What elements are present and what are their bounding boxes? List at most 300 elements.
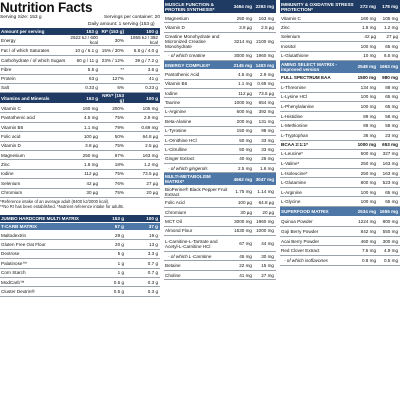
amount-cell: 5.5 g	[87, 67, 98, 73]
footnote: **No RI has been established. *Nutrient reference intake for adults.	[0, 203, 125, 209]
table-row	[164, 198, 276, 207]
nutrient-name: Red Clover Extract	[281, 248, 320, 254]
header-cell: Amount per serving	[1, 28, 45, 34]
nutrient-name: Vitamin C	[281, 15, 301, 21]
table-row	[0, 56, 160, 66]
ri-cell: 127%	[112, 76, 124, 82]
amount-cell: 100 mg	[360, 43, 376, 49]
nutrient-name: - of which L-Carnitine	[168, 253, 212, 259]
amount-cell: 40 mg	[239, 156, 252, 162]
bcaa-header	[280, 141, 400, 150]
superfood-header	[280, 207, 400, 217]
ri-cell: 26 mg	[261, 156, 274, 162]
header-cell: 57 g	[114, 223, 124, 229]
header-cell: 178 mg	[382, 4, 398, 9]
column-matrices	[164, 0, 276, 280]
header-cell: 2263 mg	[255, 4, 274, 9]
per-serving-table	[0, 36, 160, 94]
amount-cell: 20 g	[115, 242, 124, 248]
amount-cell: 250 mg	[360, 170, 376, 176]
amount-cell: 3000 mg	[234, 53, 252, 59]
amount-cell: 100 mg	[360, 94, 376, 100]
vitamins-header	[0, 93, 160, 104]
ri-cell: 1.6 mg	[259, 165, 274, 171]
ri-cell: 1.14 mg	[257, 189, 274, 195]
table-row	[280, 23, 400, 32]
ri-cell: 13 g	[149, 242, 158, 248]
nutrient-name: Corn Starch	[1, 270, 26, 276]
table-row	[0, 259, 160, 268]
table-row	[280, 197, 400, 207]
ri-cell: 44 mg	[261, 241, 274, 247]
nutrient-name: Creatine Monohydrate and Micronized Creatine Monohydrate	[165, 34, 220, 50]
nutrient-name: Magnesium	[1, 152, 25, 158]
table-row	[164, 80, 276, 89]
nutrient-name: Pantothenic acid	[1, 115, 35, 121]
per100-cell: 41 g	[149, 76, 158, 82]
header-cell: 153 g	[112, 215, 124, 221]
superfood-table	[280, 217, 400, 266]
ri-cell: 67%	[114, 152, 124, 158]
amount-cell: 67 mg	[239, 241, 252, 247]
ri-cell: 65 mg	[385, 94, 398, 100]
nutrient-name: Betaine	[165, 263, 181, 269]
ri-cell: 0.69 mg	[257, 81, 274, 87]
header-cell: 37 g	[148, 223, 158, 229]
nutrient-name: Vitamin B6	[1, 124, 24, 130]
table-row	[0, 142, 160, 151]
nutrient-name: Acai Berry Powder	[281, 238, 320, 244]
table-row	[280, 188, 400, 198]
serving-size: Serving Size: 153 g	[0, 15, 42, 20]
ri-cell: 2.9 mg	[259, 71, 274, 77]
column-amino	[280, 0, 400, 266]
header-cell: AMINO SELECT MATRIX - improved version	[281, 61, 338, 72]
nutrient-name: L-Isoleucine*	[281, 170, 308, 176]
amount-cell: 0.5 g	[113, 279, 124, 285]
ri-cell: 3.3 g	[147, 251, 158, 257]
amount-cell: 89 mg	[363, 123, 376, 129]
table-row	[164, 145, 276, 154]
header-cell: 1655 mg	[379, 209, 398, 215]
amount-cell: 112 µg	[238, 90, 252, 96]
nutrient-name: L-Tyrosine	[165, 128, 187, 134]
amino-header	[280, 61, 400, 74]
multi-header	[164, 173, 276, 186]
nutrient-name: L-Leucine*	[281, 151, 303, 157]
footnote: *Reference intake of an average adult (8400 kJ/2000 kcal).	[0, 198, 110, 204]
per100-cell: 73.5 µg	[142, 171, 158, 177]
immunity-header	[280, 0, 400, 14]
ri-cell: 65 mg	[385, 199, 398, 205]
nutrient-name: Protein	[1, 76, 16, 82]
table-row	[164, 164, 276, 173]
header-cell: 272 mg	[360, 4, 376, 9]
nutrient-name: Iodine	[1, 171, 14, 177]
nutrient-name: Goji Berry Powder	[281, 228, 319, 234]
amount-cell: 63 g	[89, 76, 98, 82]
table-row	[0, 278, 160, 287]
nutrient-name: Magnesium	[165, 15, 189, 21]
ri-cell: 4.9 mg	[383, 248, 398, 254]
table-row	[164, 127, 276, 136]
table-row	[0, 36, 160, 46]
table-row	[164, 52, 276, 61]
header-cell: 653 mg	[382, 142, 398, 148]
nutrient-name: L-Glutamine	[281, 180, 307, 186]
nutrient-name: Taurine	[165, 100, 181, 106]
vitamins-table	[0, 104, 160, 198]
table-row	[280, 33, 400, 42]
amount-cell: 1.75 mg	[235, 189, 252, 195]
per100-cell: 0.23 g	[145, 85, 158, 91]
table-row	[164, 252, 276, 261]
ri-cell: 65 mg	[385, 189, 398, 195]
header-cell: IMMUNITY & OXIDATIVE STRESS PROTECTION*	[281, 1, 354, 12]
header-cell: 980 mg	[382, 75, 398, 81]
amount-cell: 45 mg	[239, 253, 252, 259]
nutrient-name: - of which isoflavones	[284, 258, 328, 264]
table-row	[280, 52, 400, 61]
ri-cell: 550 mg	[382, 228, 398, 234]
nutrient-name: L-Arginine	[165, 109, 186, 115]
table-row	[0, 179, 160, 188]
amount-cell: 42 µg	[86, 180, 98, 186]
tcarb-table	[0, 231, 160, 297]
ri-cell: **	[120, 67, 124, 73]
ri-cell: 6.5 mg	[383, 53, 398, 59]
header-cell: 2145 mg	[233, 62, 252, 68]
header-cell: 153 g	[86, 95, 98, 101]
nutrient-name: Zinc	[281, 25, 290, 31]
table-row	[164, 227, 276, 236]
header-cell: 4662 mg	[233, 176, 252, 182]
nutrient-name: L-Tryptophan	[281, 132, 309, 138]
table-row	[164, 14, 276, 23]
header-cell: ENERGY COMPLEX*	[165, 62, 211, 68]
table-row	[0, 123, 160, 132]
ri-cell: 75%	[114, 190, 124, 196]
table-row	[280, 256, 400, 266]
header-cell: 1403 mg	[255, 62, 274, 68]
ri-cell: 800 mg	[382, 218, 398, 224]
header-cell: NRV* (153 g)	[102, 93, 124, 104]
nutrient-name: Folic acid	[1, 133, 21, 139]
header-cell: BCAA 2:1:1*	[281, 142, 308, 148]
nutrient-name: L-Glutathione	[281, 53, 309, 59]
table-row	[164, 117, 276, 126]
nutrient-name: Iodine	[165, 90, 178, 96]
nutrient-name: - of which creatine	[168, 53, 206, 59]
energy-header	[164, 61, 276, 70]
table-row	[164, 98, 276, 107]
ri-cell: 15 mg	[261, 263, 274, 269]
header-cell: MUSCLE FUNCTION & PROTEIN SYNTHESIS*	[165, 1, 215, 12]
amino-sub-header	[280, 74, 400, 83]
table-row	[0, 66, 160, 75]
nutrient-name: ModCarb™	[1, 279, 25, 285]
table-row	[164, 89, 276, 98]
table-row	[0, 269, 160, 278]
table-row	[280, 102, 400, 112]
ri-cell: 1.2 mg	[383, 25, 398, 31]
nutrient-name: BioPerine® Black Pepper Fruit Extract	[165, 186, 228, 197]
table-row	[164, 136, 276, 145]
nutrient-name: L-Phenylalanine	[281, 103, 314, 109]
nutrient-name: L-Carnitine-L-Tartrate and Acetyl-L-Carnitine HCl	[165, 238, 218, 249]
amount-cell: 100 mg	[360, 199, 376, 205]
ri-cell: 19 g	[149, 232, 158, 238]
ri-cell: 75%	[114, 115, 124, 121]
nutrient-name: L-Citrulline	[165, 146, 187, 152]
header-cell: JUMBO HARDCORE MULTI MATRIX	[1, 215, 79, 221]
ri-cell: 23 mg	[385, 132, 398, 138]
amount-cell: 600 mg	[236, 109, 252, 115]
ri-cell: 15% / 30%	[101, 47, 124, 53]
table-row	[164, 236, 276, 252]
nutrient-name: Fat / of which Saturates	[1, 47, 50, 53]
nutrient-name: Salt	[1, 85, 9, 91]
amount-cell: 150 mg	[236, 128, 252, 134]
amount-cell: 250 mg	[82, 152, 98, 158]
multi-table	[164, 186, 276, 280]
table-row	[0, 170, 160, 179]
ri-cell: 1960 mg	[256, 53, 274, 59]
amount-cell: 7.5 mg	[361, 248, 376, 254]
table-row	[280, 83, 400, 93]
ri-cell: 163 mg	[382, 170, 398, 176]
nutrient-name: Selenium	[281, 34, 301, 40]
ri-cell: 23% / 12%	[101, 57, 124, 63]
table-row	[164, 208, 276, 217]
nutrient-name: L-Arginine	[281, 189, 302, 195]
amount-cell: 1.8 mg	[83, 162, 98, 168]
table-row	[164, 186, 276, 198]
table-row	[0, 46, 160, 56]
nutrient-name: L-Ornithine HCl	[165, 137, 197, 143]
table-row	[164, 271, 276, 280]
muscle-table	[164, 14, 276, 61]
header-cell: 2534 mg	[357, 209, 376, 215]
nutrient-name: Vitamin C	[1, 105, 21, 111]
ri-cell: 163 mg	[382, 160, 398, 166]
nutrient-name: Inositol	[281, 43, 296, 49]
amount-cell: 0.8 mg	[361, 258, 376, 264]
energy-table	[164, 70, 276, 173]
amount-cell: 41 mg	[239, 272, 252, 278]
amount-cell: 1224 mg	[358, 218, 376, 224]
header-cell: 3464 mg	[233, 4, 252, 9]
table-row	[0, 189, 160, 198]
table-row	[164, 108, 276, 117]
amount-cell: 200 mg	[236, 118, 252, 124]
ri-cell: 27 mg	[261, 272, 274, 278]
amount-cell: 1.1 mg	[83, 124, 98, 130]
header-cell: FULL SPECTRUM EAA	[281, 75, 331, 81]
table-row	[164, 261, 276, 270]
per100-cell: 105 mg	[142, 105, 158, 111]
nutrient-name: Energy	[1, 37, 16, 43]
amount-cell: 100 µg	[83, 133, 98, 139]
amount-cell: 250 mg	[236, 15, 252, 21]
header-cell: 1663 mg	[379, 64, 398, 70]
table-row	[280, 217, 400, 227]
nutrient-name: Choline	[165, 272, 181, 278]
header-cell: 1500 mg	[357, 75, 376, 81]
tcarb-header	[0, 223, 160, 231]
amount-cell: 29 g	[115, 232, 124, 238]
amount-cell: 2522 kJ / 600 kcal	[70, 35, 98, 45]
header-cell: 100 g	[146, 95, 158, 101]
header-cell: 100 g	[146, 215, 158, 221]
amount-cell: 0.33 g	[85, 85, 98, 91]
per100-cell: 163 mg	[142, 152, 158, 158]
table-row	[280, 131, 400, 141]
ri-cell: 523 mg	[382, 180, 398, 186]
amount-cell: 5 g	[117, 251, 124, 257]
nutrient-name: Folic Acid	[165, 200, 185, 206]
amount-cell: 3.8 µg	[85, 143, 98, 149]
table-row	[164, 155, 276, 164]
table-row	[280, 14, 400, 23]
amount-cell: 112 µg	[84, 171, 98, 177]
header-cell: 100 g	[146, 28, 158, 34]
nutrient-name: L-Threonine	[281, 84, 306, 90]
nutrient-name: Carbohydrate / of which Sugars	[1, 57, 66, 63]
table-row	[280, 169, 400, 179]
nutrient-name: L-Methionine	[281, 123, 308, 129]
amount-cell: 1 g	[117, 270, 124, 276]
ri-cell: 18%	[114, 162, 124, 168]
ri-cell: 30%	[114, 37, 124, 43]
ri-cell: 300 mg	[382, 238, 398, 244]
table-row	[0, 231, 160, 240]
table-row	[164, 70, 276, 79]
table-row	[280, 121, 400, 131]
table-row	[280, 112, 400, 122]
amount-cell: 160 mg	[82, 105, 98, 111]
per100-cell: 1.2 mg	[143, 162, 158, 168]
table-row	[0, 287, 160, 296]
daily-amount: Daily amount: 1 serving (153 g)	[88, 21, 155, 27]
amount-cell: 842 mg	[360, 228, 376, 234]
amount-cell: 3.8 µg	[239, 25, 252, 31]
ri-cell: 0.3 g	[147, 289, 158, 294]
per100-cell: 39 g / 7.2 g	[135, 57, 158, 63]
ri-cell: 0.5 mg	[383, 258, 398, 264]
per100-cell: 1655 kJ / 392 kcal	[130, 35, 158, 45]
ri-cell: 1000 mg	[256, 228, 274, 234]
amino-table	[280, 83, 400, 141]
footnotes	[0, 198, 160, 210]
nutrient-name: L-Glycine	[281, 199, 301, 205]
ri-cell: 58 mg	[385, 113, 398, 119]
ri-cell: 75%	[114, 171, 124, 177]
amount-cell: 36 mg	[363, 132, 376, 138]
amount-cell: 42 µg	[364, 34, 376, 40]
nutrient-name: Vitamin B6	[165, 81, 188, 87]
per100-cell: 27 µg	[146, 180, 158, 186]
table-row	[280, 93, 400, 103]
amount-cell: 30 µg	[240, 209, 252, 215]
ri-cell: 0.7 g	[147, 270, 158, 276]
amount-cell: 100 mg	[360, 103, 376, 109]
nutrient-name: Quinoa Powder	[281, 218, 313, 224]
table-row	[0, 250, 160, 259]
nutrient-name: L-Valine*	[281, 160, 300, 166]
amount-cell: 100 µg	[237, 200, 252, 206]
ri-cell: 392 mg	[258, 109, 274, 115]
ri-cell: 200%	[112, 105, 124, 111]
ri-cell: 58 mg	[385, 123, 398, 129]
amount-cell: 250 mg	[360, 160, 376, 166]
amount-cell: 50 mg	[239, 146, 252, 152]
nutrient-name: Fibre	[1, 67, 12, 73]
ri-cell: 327 mg	[382, 151, 398, 157]
header-cell: Vitamins and Minerals	[1, 95, 50, 101]
nutrient-name: Almond Flour	[165, 228, 193, 234]
table-row	[280, 227, 400, 237]
amount-cell: 460 mg	[360, 238, 376, 244]
ri-cell: 88 mg	[385, 84, 398, 90]
amount-cell: 50 mg	[239, 137, 252, 143]
amount-cell: 30 µg	[86, 190, 98, 196]
amount-cell: 1530 mg	[234, 228, 252, 234]
amount-cell: 800 mg	[360, 180, 376, 186]
table-row	[0, 151, 160, 160]
nutrient-name: Vitamin D	[165, 25, 185, 31]
amount-cell: 10 mg	[363, 53, 376, 59]
ri-cell: 50%	[114, 133, 124, 139]
header-cell: 2548 mg	[357, 64, 376, 70]
amount-cell: 100 mg	[360, 189, 376, 195]
muscle-header	[164, 0, 276, 14]
nutrient-name: Chromium	[165, 209, 187, 215]
table-row	[280, 178, 400, 188]
amount-cell: 134 mg	[360, 84, 376, 90]
jumbo-header	[0, 215, 160, 223]
ri-cell: 2100 mg	[256, 39, 274, 45]
table-row	[0, 132, 160, 141]
amount-cell: 4.5 mg	[237, 71, 252, 77]
amount-cell: 160 mg	[360, 15, 376, 21]
column-nutrition-facts	[0, 0, 160, 297]
ri-cell: 0.3 g	[147, 279, 158, 285]
ri-cell: 33 mg	[261, 137, 274, 143]
ri-cell: 76%	[114, 180, 124, 186]
amount-cell: 2.5 mg	[237, 165, 252, 171]
nutrient-name: Pantothenic Acid	[165, 71, 200, 77]
amount-cell: 1 g	[117, 260, 124, 266]
ri-cell: 163 mg	[258, 15, 274, 21]
per100-cell: 64.8 µg	[142, 133, 158, 139]
ri-cell: 1960 mg	[256, 218, 274, 224]
ri-cell: 105 mg	[382, 15, 398, 21]
ri-cell: 64.8 µg	[258, 200, 274, 206]
ri-cell: 131 mg	[258, 118, 274, 124]
nutrient-name: Cluster Dextrin®	[1, 289, 35, 294]
ri-cell: 6%	[117, 85, 124, 91]
amount-cell: 22 mg	[239, 263, 252, 269]
header-cell: SUPERFOOD MATRIX	[281, 209, 329, 215]
ri-cell: 65 mg	[385, 103, 398, 109]
per100-cell: 3.6 g	[147, 67, 158, 73]
amount-cell: 60 g / 11 g	[76, 57, 98, 63]
amino-extra-table	[280, 178, 400, 207]
ri-cell: 20 µg	[262, 209, 274, 215]
table-row	[280, 159, 400, 169]
ri-cell: 65 mg	[385, 43, 398, 49]
